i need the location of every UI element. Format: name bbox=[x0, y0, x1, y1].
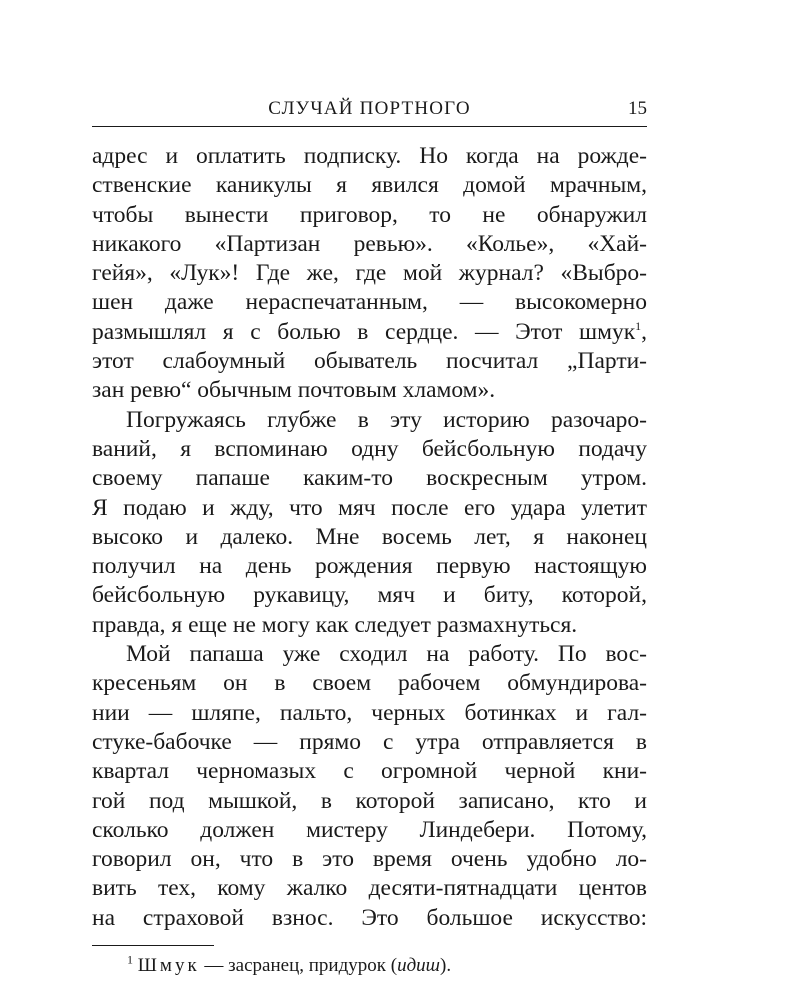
text-line: гейя», «Лук»! Где же, где мой журнал? «Выбро- bbox=[92, 260, 647, 287]
text-line: кресеньям он в своем рабочем обмундирова- bbox=[92, 670, 647, 697]
text-line: ственские каникулы я явился домой мрачным, bbox=[92, 172, 647, 199]
footnote-divider bbox=[92, 945, 214, 946]
text-line: Мой папаша уже сходил на работу. По вос- bbox=[126, 641, 647, 668]
text-line: высоко и далеко. Мне восемь лет, я наконец bbox=[92, 523, 647, 550]
page-number: 15 bbox=[628, 98, 647, 119]
text-line: стуке-бабочке — прямо с утра отправляется в bbox=[92, 728, 647, 755]
footnote-language: идиш bbox=[397, 955, 441, 977]
text-line: своему папаше каким-то воскресным утром. bbox=[92, 465, 647, 492]
text-line: никакого «Партизан ревью». «Колье», «Хай- bbox=[92, 230, 647, 257]
text-line: адрес и оплатить подписку. Но когда на рожде- bbox=[92, 143, 647, 169]
book-page bbox=[92, 98, 647, 978]
running-head bbox=[92, 98, 647, 127]
text-line: нии — шляпе, пальто, черных ботинках и гал- bbox=[92, 699, 647, 726]
footnote-closing: ). bbox=[440, 955, 452, 977]
text-line: говорил он, что в это время очень удобно ло- bbox=[92, 846, 647, 873]
text-line: шен даже нераспечатанным, — высокомерно bbox=[92, 289, 647, 316]
text-line: бейсбольную рукавицу, мяч и биту, которой, bbox=[92, 582, 647, 609]
text-line: правда, я еще не могу как следует размахнуться. bbox=[92, 611, 578, 638]
text-line: вить тех, кому жалко десяти-пятнадцати центов bbox=[92, 875, 647, 902]
text-line: зан ревю“ обычным почтовым хламом». bbox=[92, 377, 496, 404]
chapter-title: СЛУЧАЙ ПОРТНОГО bbox=[268, 98, 471, 119]
footnote-number: 1 bbox=[127, 952, 133, 967]
footnote-reference: 1 bbox=[635, 318, 642, 333]
text-line-with-footnote bbox=[92, 318, 647, 347]
text-line: на страховой взнос. Это большое искусство: bbox=[92, 904, 647, 931]
text-line: получил на день рождения первую настоящую bbox=[92, 553, 647, 580]
text-line: ваний, я вспоминаю одну бейсбольную подачу bbox=[92, 435, 647, 462]
text-line: сколько должен мистеру Линдебери. Потому, bbox=[92, 816, 647, 843]
footnote-definition: — засранец, придурок ( bbox=[199, 955, 398, 977]
text-line-content: размышлял я с болью в сердце. — Этот шмук bbox=[92, 318, 636, 345]
text-line: гой под мышкой, в которой записано, кто и bbox=[92, 787, 647, 814]
footnote-reference-suffix: , bbox=[641, 318, 647, 345]
text-line: чтобы вынести приговор, то не обнаружил bbox=[92, 201, 647, 228]
text-line: этот слабоумный обыватель посчитал „Парти- bbox=[92, 348, 647, 375]
text-line: квартал черномазых с огромной черной кни- bbox=[92, 758, 647, 785]
footnote bbox=[92, 954, 647, 978]
text-line: Я подаю и жду, что мяч после его удара улетит bbox=[92, 494, 647, 521]
text-line: Погружаясь глубже в эту историю разочаро- bbox=[126, 406, 647, 433]
footnote-term: Шмук bbox=[137, 955, 200, 977]
body-text bbox=[92, 142, 647, 933]
